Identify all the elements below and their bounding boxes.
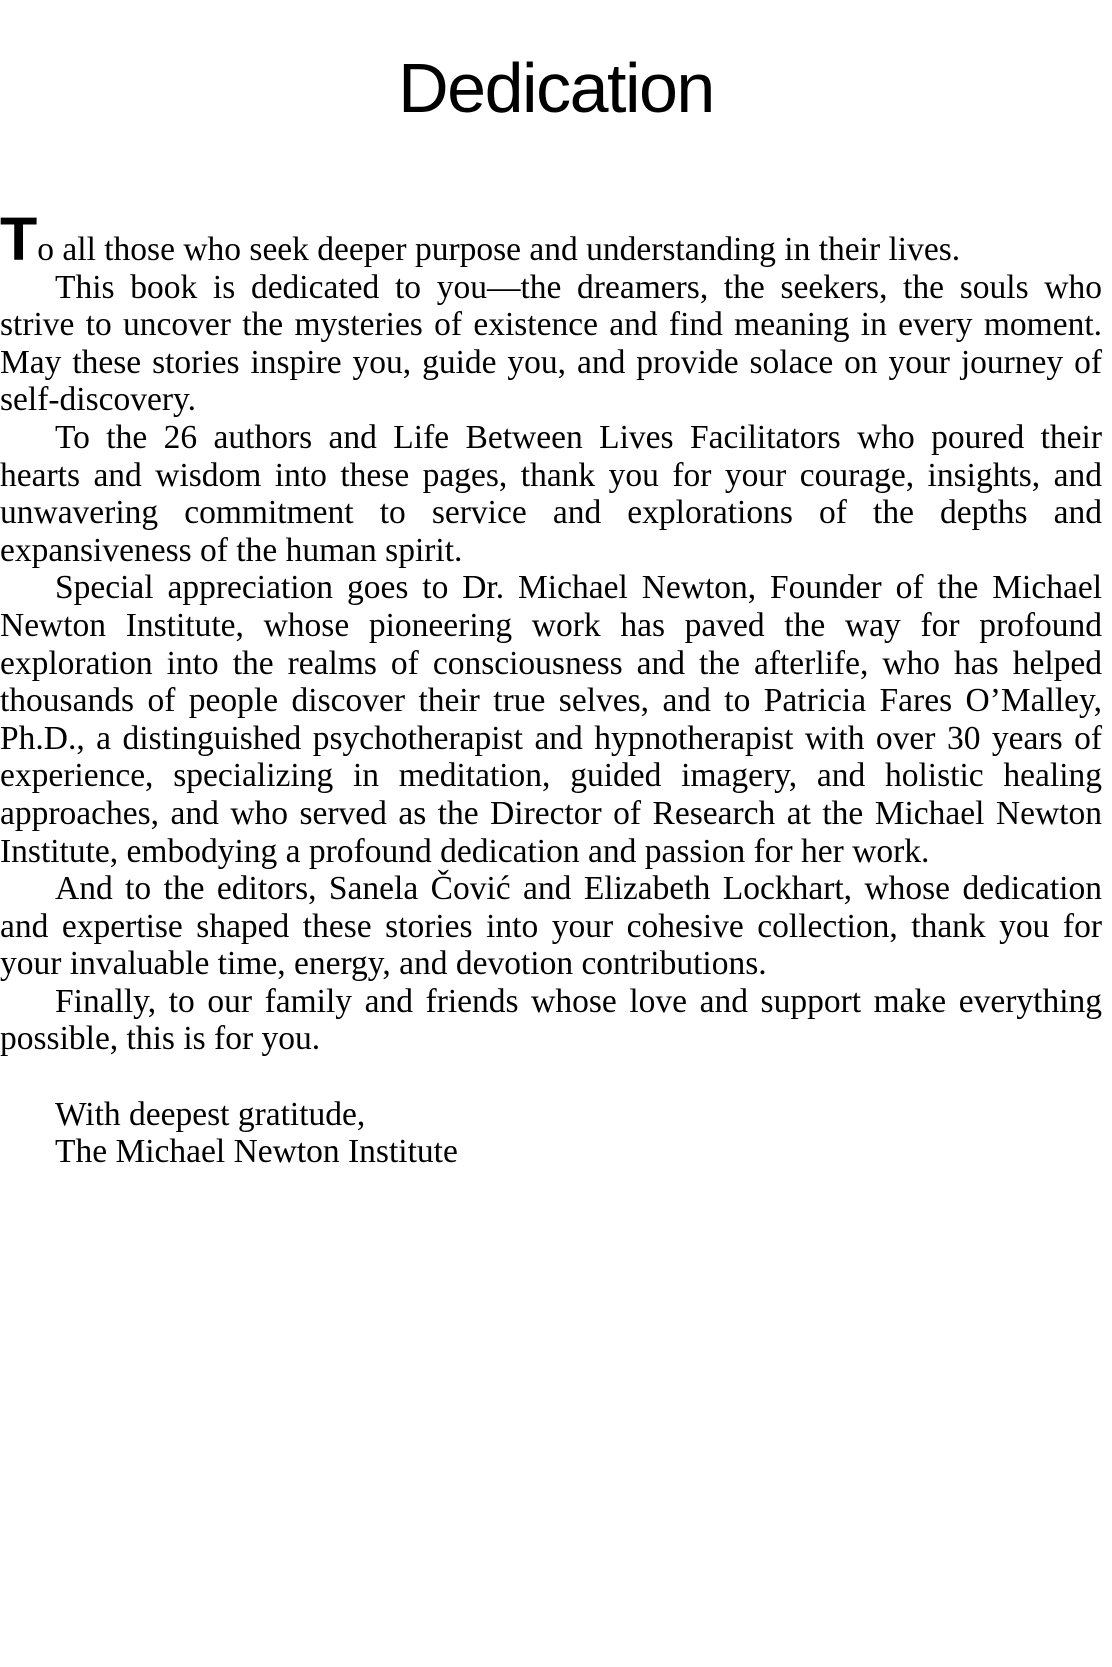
closing-salutation: With deepest gratitude, [55,1095,366,1133]
paragraph-authors-facilitators: To the 26 authors and Life Between Lives Facilitators who poured their hearts and wisdom into these pages, thank you for your courage, insights, and unwavering commitment to service and explorations of the depths and expansiveness of the human spirit. [0,418,1102,569]
initial-capital: T [0,205,38,273]
lead-paragraph [0,205,1102,273]
paragraph-editors: And to the editors, Sanela Čović and Elizabeth Lockhart, whose dedication and expertise shaped these stories into your cohesive collection, thank you for your invaluable time, energy, and devotion contributions. [0,870,1102,983]
closing-signature: The Michael Newton Institute [55,1133,458,1171]
paragraph-dedicated-to-you: This book is dedicated to you—the dreamers, the seekers, the souls who strive to uncover the mysteries of existence and find meaning in every moment. May these stories inspire you, guide you, and provide solace on your journey of self-discovery. [0,268,1102,419]
closing-block [0,1096,1102,1171]
dedication-text [0,205,1102,1171]
page-title: Dedication [398,48,714,127]
paragraph-special-appreciation: Special appreciation goes to Dr. Michael Newton, Founder of the Michael Newton Institute, whose pioneering work has paved the way for profound exploration into the realms of consciousness and the afterlife, who has helped thousands of people discover their true selves, and to Patricia Fares O’Malley, Ph.D., a distinguished psychotherapist and hypnotherapist with over 30 years of experience, specializing in meditation, guided imagery, and holistic healing approaches, and who served as the Director of Research at the Michael Newton Institute, embodying a profound dedication and passion for her work. [0,569,1102,870]
lead-paragraph-text: o all those who seek deeper purpose and understanding in their lives. [37,231,961,268]
paragraph-family-friends: Finally, to our family and friends whose love and support make everything possible, this is for you. [0,982,1102,1058]
